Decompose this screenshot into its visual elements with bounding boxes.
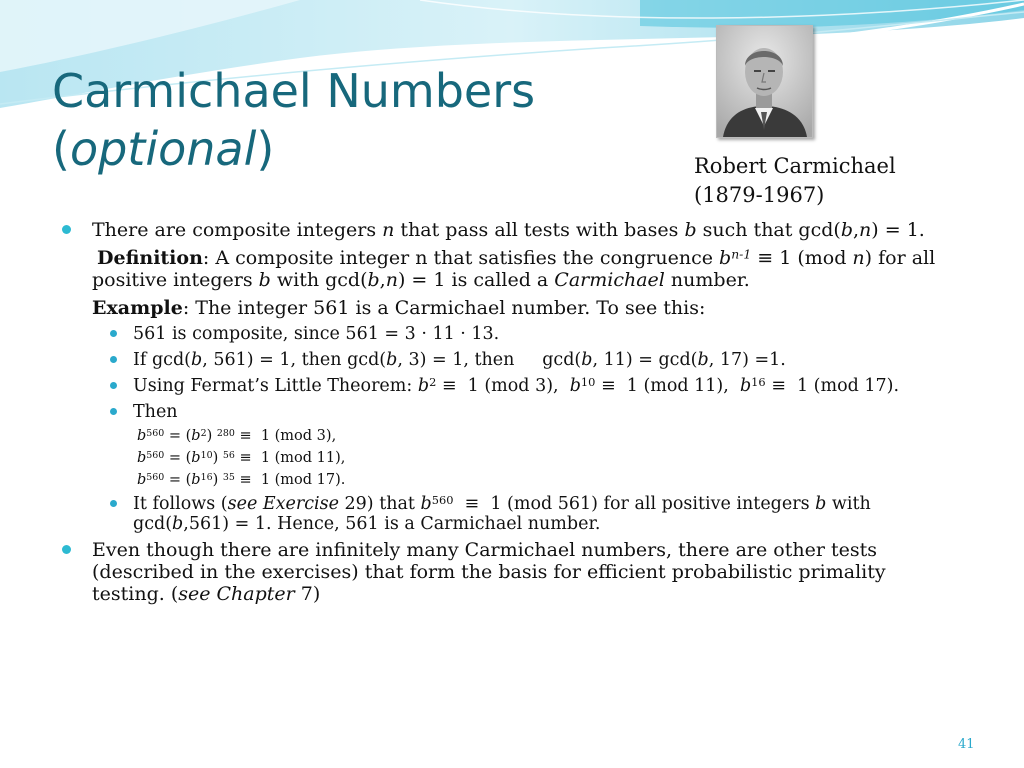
sub-bullet-fermat: Using Fermat’s Little Theorem: $b^2 \equiv 1$ (mod 3), $b^{10} \equiv 1$ (mod 11), $b^{16} \equiv 1$ (mod 17). [133,374,900,396]
caption-name: Robert Carmichael [694,154,896,178]
bullet-marker [110,408,117,415]
title-line1: Carmichael Numbers [52,64,536,118]
bullet-marker [62,225,71,234]
caption-years: (1879-1967) [694,183,825,207]
slide-title [52,62,692,178]
formula-mod17: $b^{560} = (b^{16}) ^{35} \equiv 1$ (mod 17). [137,471,346,488]
sub-bullet-then: Then [133,402,178,422]
sub-bullet-gcd: If gcd(b, 561) = 1, then gcd(b, 3) = 1, then gcd(b, 11) = gcd(b, 17) =1. [133,350,786,370]
page-number: 41 [958,737,975,752]
example-label: Example [92,297,183,319]
definition-line2: positive integers b with gcd(b,n) = 1 is called a Carmichael number. [92,269,750,291]
portrait-caption [694,152,896,210]
bullet-marker [110,500,117,507]
bullet-marker [110,330,117,337]
title-optional: optional [69,122,257,176]
title-line2: (optional) [52,122,275,176]
bullet-composite-integers: There are composite integers n that pass all tests with bases b such that gcd(b,n) = 1. [92,219,925,241]
bullet-marker [110,382,117,389]
sub-bullet-it-follows-cont: gcd(b,561) = 1. Hence, 561 is a Carmichael number. [133,514,601,534]
formula-mod11: $b^{560} = (b^{10}) ^{56} \equiv 1$ (mod 11), [137,449,346,466]
definition-line1: Definition: A composite integer n that satisfies the congruence $b^{n-1} \equiv 1$ (mod n) for all [97,247,936,269]
bullet-infinitely-many-line2: (described in the exercises) that form the basis for efficient probabilistic primality [92,561,886,583]
portrait-photo [716,25,813,138]
bullet-infinitely-many-line1: Even though there are infinitely many Carmichael numbers, there are other tests [92,539,877,561]
example-line: Example: The integer 561 is a Carmichael number. To see this: [92,297,706,319]
definition-label: Definition [97,247,203,269]
bullet-infinitely-many-line3: testing. (see Chapter 7) [92,583,321,605]
bullet-marker [110,356,117,363]
sub-bullet-it-follows: It follows (see Exercise 29) that $b^{560} \equiv 1$ (mod 561) for all positive integers b with [133,492,871,514]
sub-bullet-composite: 561 is composite, since 561 = 3 · 11 · 13. [133,324,500,344]
formula-mod3: $b^{560} = (b^2) ^{280} \equiv 1$ (mod 3), [137,427,337,444]
bullet-marker [62,545,71,554]
